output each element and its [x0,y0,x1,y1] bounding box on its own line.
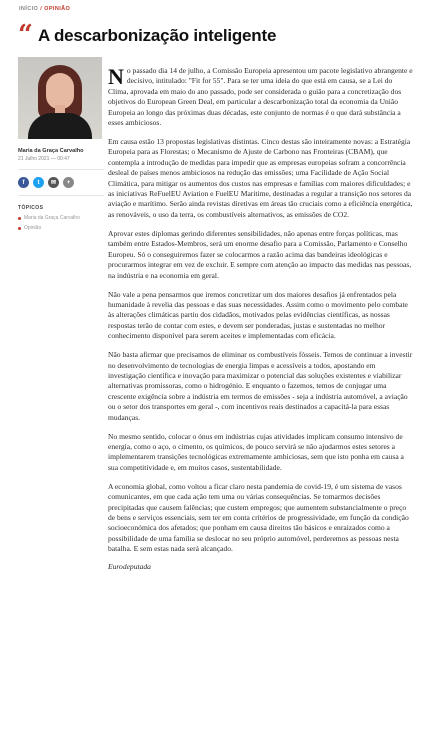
plus-icon[interactable]: + [63,177,74,188]
mail-icon[interactable]: ✉ [48,177,59,188]
twitter-icon[interactable]: t [33,177,44,188]
topics-heading: TÓPICOS [18,205,44,211]
author-signature: Eurodeputada [108,562,151,572]
divider [18,169,104,170]
title-row [18,20,277,50]
breadcrumb [19,6,70,12]
topic-link[interactable]: Maria da Graça Carvalho [18,215,104,221]
breadcrumb-section-link[interactable]: OPINIÃO [44,6,71,12]
author-name[interactable]: Maria da Graça Carvalho [18,148,84,154]
breadcrumb-home-link[interactable]: INÍCIO [19,6,39,12]
article-paragraph: Não basta afirmar que precisamos de eliminar os combustíveis fósseis. Temos de continuar a investir no desenvolvimento de tecnologias de energia limpas e acessíveis a todos, apostando em investigação científica e inovação para maximizar o potencial das soluções existentes e viabilizar alternativas promissoras, como o hidrogénio. E enquanto o fazemos, temos de conjugar uma crescente exigência sobre a indústria em termos de emissões - seja a indústria automóvel, a aviação ou o setor dos transportes em geral -, com incentivos reais destinados a capacitá-la para essas mudanças. [108,350,413,422]
share-buttons [18,177,104,188]
article-paragraph: Em causa estão 13 propostas legislativas distintas. Cinco destas são inteiramente novas: a Estratégia Europeia para as Florestas; o Mecanismo de Ajuste de Carbono nas Fronteiras (CBAM), que contempla a introdução de medidas para impedir que as empresas europeias sofram a concorrência desleal de países menos ambiciosos na redução das emissões; uma Facilidade de Ação Social Climática, para mitigar os aumentos dos custos nas empresas e famílias com maiores dificuldades; e as iniciativas ReFuelEU Aviation e FuelEU Maritime, destinadas a regular a transição nos setores da aviação e marítimo. Serão ainda revistas diretivas em áreas tão cruciais como a eficiência energética, as renováveis, o uso da terra, os combustíveis alternativos, as emissões de CO2. [108,137,413,219]
article-paragraph: Aprovar estes diplomas gerindo diferentes sensibilidades, não apenas entre forças políticas, mas também entre Estados-Membros, será um enorme desafio para a Comissão, Parlamento e Conselho Europeu. Só o conseguiremos fazer se colocarmos a razão acima das bandeiras ideológicas e procurarmos integrar em vez de excluir. E sempre com atenção ao impacto das medidas nas pessoas, na indústria e na economia em geral. [108,228,412,280]
topic-link[interactable]: Opinião [18,225,104,231]
page-title: A descarbonização inteligente [37,26,277,45]
author-photo [18,57,102,139]
paragraph-text: o passado dia 14 de julho, a Comissão Europeia apresentou um pacote legislativo abrangente e decisivo, intitulado: "Fit for 55". Para se ter uma ideia do que está em causa, se a Lei do Clima, aprovada em maio do ano passado, pode ser considerada o guião para a concretização dos objetivos do European Green Deal, em particular a descarbonização total da economia da União Europeia ao longo das próximas duas décadas, este conjunto de normas é o que dará substância a esses ambiciosos. [108,66,413,128]
drop-cap: N [108,64,124,89]
author-sidebar [18,57,104,231]
article-paragraph: A economia global, como voltou a ficar claro nesta pandemia de covid-19, é um sistema de vasos comunicantes, em que cada ação tem uma ou várias consequências. Se tomarmos decisões precipitadas que causem falências; que custem empregos; que aumentem substancialmente o preço de bens e serviços essenciais, sem ter em conta critérios de progressividade, em função da condição socioeconómica dos afetados; que ponham em causa direitos tão básicos e enraizados como a possibilidade de uma família se deslocar no seu próprio automóvel, perderemos as pessoas nesta batalha. E sem estas nada será alcançado. [108,481,409,554]
quote-open-icon: “ [18,20,33,50]
publish-date: 21 Julho 2021 — 00:47 [18,156,70,162]
article-paragraph: No mesmo sentido, colocar o ónus em indústrias cujas atividades implicam consumo intensivo de energia, como o aço, o cimento, os químicos, de pouco servirá se não ajudarmos estes setores a implementarem transições tecnológicas extremamente ambiciosas, sem que isto ponha em causa a sua competitividade e, em muitos casos, sustentabilidade. [108,431,404,472]
divider [18,195,104,196]
article-paragraph: Não vale a pena pensarmos que iremos concretizar um dos maiores desafios já enfrentados pela humanidade à revelia das pessoas e das suas necessidades. Assim como o movimento pelo combate às alterações climáticas partiu dos cidadãos, motivados pelas evidências científicas, as nossas respostas terão de contar com estes, e devem ser ponderadas, justas e sustentadas no melhor conhecimento disponível para serem aceites e implementadas com eficácia. [108,289,408,341]
breadcrumb-separator: / [40,6,43,12]
article-paragraph [108,66,413,128]
facebook-icon[interactable]: f [18,177,29,188]
article-body [108,66,413,581]
